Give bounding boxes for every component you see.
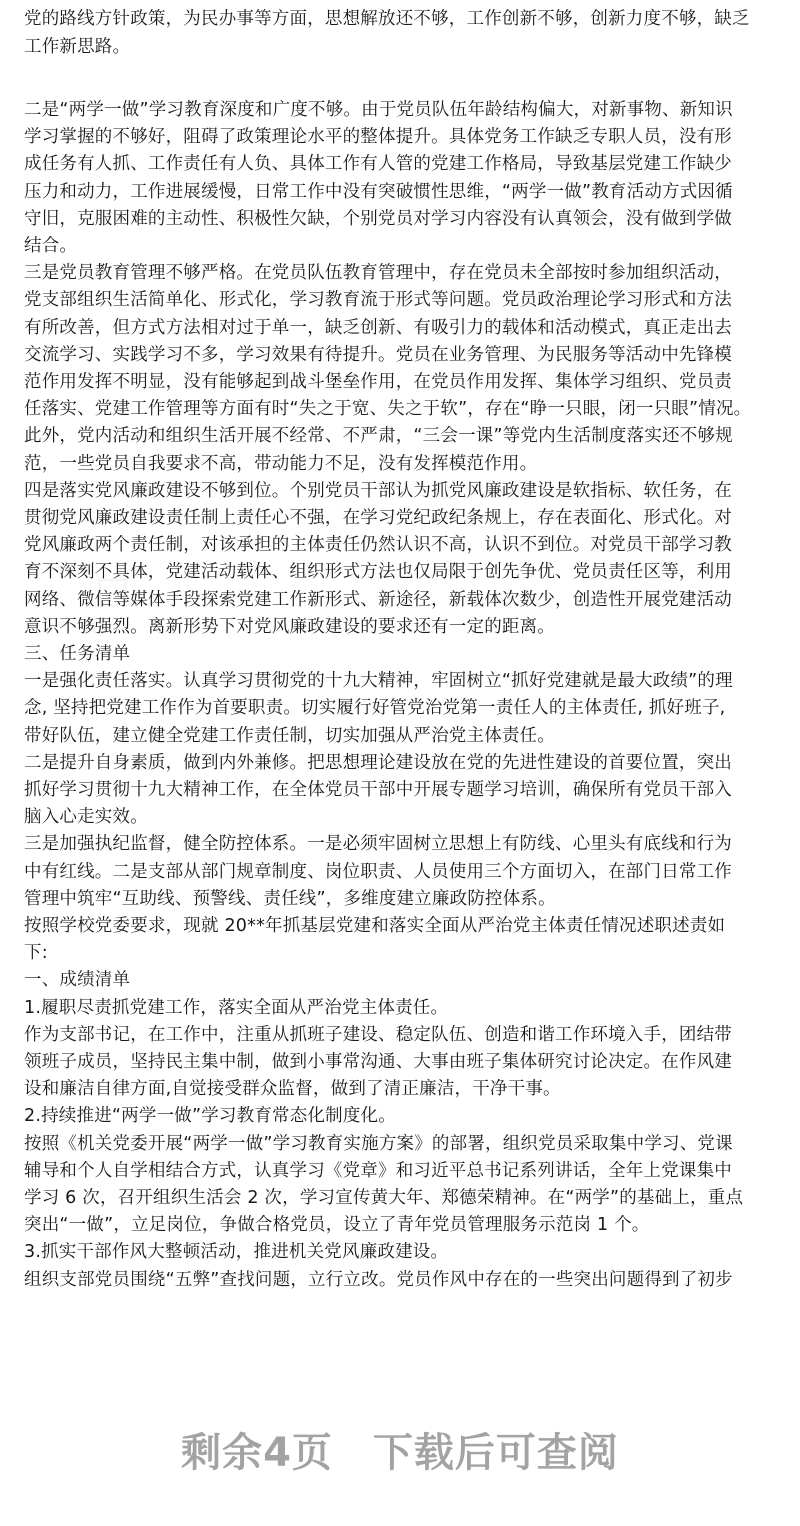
document-line: 辅导和个人自学相结合方式，认真学习《党章》和习近平总书记系列讲话，全年上党课集中 [24,1160,732,1181]
document-line: 带好队伍，建立健全党建工作责任制，切实加强从严治党主体责任。 [24,725,555,746]
document-line: 1.履职尽责抓党建工作，落实全面从严治党主体责任。 [24,997,449,1018]
document-line: 抓好学习贯彻十九大精神工作，在全体党员干部中开展专题学习培训，确保所有党员干部入 [24,780,732,800]
document-line: 领班子成员，坚持民主集中制，做到小事常沟通、大事由班子集体研究讨论决定。在作风建 [24,1052,732,1072]
document-line: 意识不够强烈。离新形势下对党风廉政建设的要求还有一定的距离。 [24,616,555,637]
document-line: 按照《机关党委开展“两学一做”学习教育实施方案》的部署，组织党员采取集中学习、党课 [24,1133,733,1154]
document-line: 有所改善，但方式方法相对过于单一，缺乏创新、有吸引力的载体和活动模式，真正走出去 [24,317,732,338]
download-prompt[interactable] [161,1418,639,1488]
document-line: 二是提升自身素质，做到内外兼修。把思想理论建设放在党的先进性建设的首要位置，突出 [24,752,732,773]
document-line: 设和廉洁自律方面,自觉接受群众监督，做到了清正廉洁，干净干事。 [24,1079,561,1100]
document-line: 3.抓实干部作风大整顿活动，推进机关党风廉政建设。 [24,1242,449,1263]
document-line: 成任务有人抓、工作责任有人负、具体工作有人管的党建工作格局，导致基层党建工作缺少 [24,154,732,175]
document-line: 一、成绩清单 [24,970,131,991]
document-line: 党支部组织生活简单化、形式化，学习教育流于形式等问题。党员政治理论学习形式和方法 [24,290,732,311]
document-line: 范作用发挥不明显，没有能够起到战斗堡垒作用，在党员作用发挥、集体学习组织、党员责 [24,372,732,392]
document-line: 贯彻党风廉政建设责任制上责任心不强，在学习党纪政纪条规上，存在表面化、形式化。对 [24,508,732,528]
document-line: 下: [24,943,48,964]
document-line: 作为支部书记，在工作中，注重从抓班子建设、稳定队伍、创造和谐工作环境入手，团结带 [24,1024,732,1045]
remaining-pages-label[interactable]: 剩余4页 [181,1430,333,1476]
document-line: 交流学习、实践学习不多，学习效果有待提升。党员在业务管理、为民服务等活动中先锋模 [24,344,732,365]
document-line: 念, 坚持把党建工作作为首要职责。切实履行好管党治党第一责任人的主体责任, 抓好班子, [24,698,726,719]
document-line: 党风廉政两个责任制，对该承担的主体责任仍然认识不高，认识不到位。对党员干部学习教 [24,535,732,556]
document-line: 范，一些党员自我要求不高，带动能力不足，没有发挥模范作用。 [24,453,538,474]
document-line: 2.持续推进“两学一做”学习教育常态化制度化。 [24,1106,396,1127]
document-line: 三、任务清单 [24,644,131,664]
document-line: 三是加强执纪监督，健全防控体系。一是必须牢固树立思想上有防线、心里头有底线和行为 [24,834,732,855]
document-line: 突出“一做”，立足岗位，争做合格党员，设立了青年党员管理服务示范岗 1 个。 [24,1215,650,1236]
document-line: 结合。 [24,236,78,256]
document-line: 网络、微信等媒体手段探索党建工作新形式、新途径，新载体次数少，创造性开展党建活动 [24,589,732,610]
document-line: 工作新思路。 [24,37,131,57]
document-line: 学习掌握的不够好，阻碍了政策理论水平的整体提升。具体党务工作缺乏专职人员，没有形 [24,127,732,148]
document-line: 党的路线方针政策，为民办事等方面，思想解放还不够，工作创新不够，创新力度不够，缺乏 [24,9,750,29]
document-line: 中有红线。二是支部从部门规章制度、岗位职责、人员使用三个方面切入，在部门日常工作 [24,861,732,882]
document-line: 组织支部党员围绕“五弊”查找问题，立行立改。党员作风中存在的一些突出问题得到了初步 [24,1269,733,1290]
document-line: 压力和动力，工作进展缓慢，日常工作中没有突破惯性思维，“两学一做”教育活动方式因循 [24,181,733,202]
document-line: 任落实、党建工作管理等方面有时“失之于宽、失之于软”，存在“睁一只眼，闭一只眼”情况。 [24,399,752,420]
download-prompt-bar[interactable] [0,1418,800,1488]
document-line: 此外，党内活动和组织生活开展不经常、不严肃，“三会一课”等党内生活制度落实还不够规 [24,426,733,447]
document-line: 二是“两学一做”学习教育深度和广度不够。由于党员队伍年龄结构偏大，对新事物、新知识 [24,100,733,120]
document-line: 管理中筑牢“互助线、预警线、责任线”，多维度建立廉政防控体系。 [24,888,556,909]
document-line: 四是落实党风廉政建设不够到位。个别党员干部认为抓党风廉政建设是软指标、软任务，在 [24,480,732,501]
document-line: 守旧，克服困难的主动性、积极性欠缺，个别党员对学习内容没有认真领会，没有做到学做 [24,208,732,229]
document-line: 三是党员教育管理不够严格。在党员队伍教育管理中，存在党员未全部按时参加组织活动， [24,263,732,284]
document-line: 一是强化责任落实。认真学习贯彻党的十九大精神，牢固树立“抓好党建就是最大政绩”的理 [24,671,733,692]
document-line: 学习 6 次，召开组织生活会 2 次，学习宣传黄大年、郑德荣精神。在“两学”的基础上，重点 [24,1188,744,1208]
document-line: 按照学校党委要求，现就 20**年抓基层党建和落实全面从严治党主体责任情况述职述责如 [24,916,726,936]
document-line: 育不深刻不具体，党建活动载体、组织形式方法也仅局限于创先争优、党员责任区等，利用 [24,562,732,583]
download-to-view-label[interactable]: 下载后可查阅 [372,1430,619,1476]
document-line: 脑入心走实效。 [24,807,148,828]
